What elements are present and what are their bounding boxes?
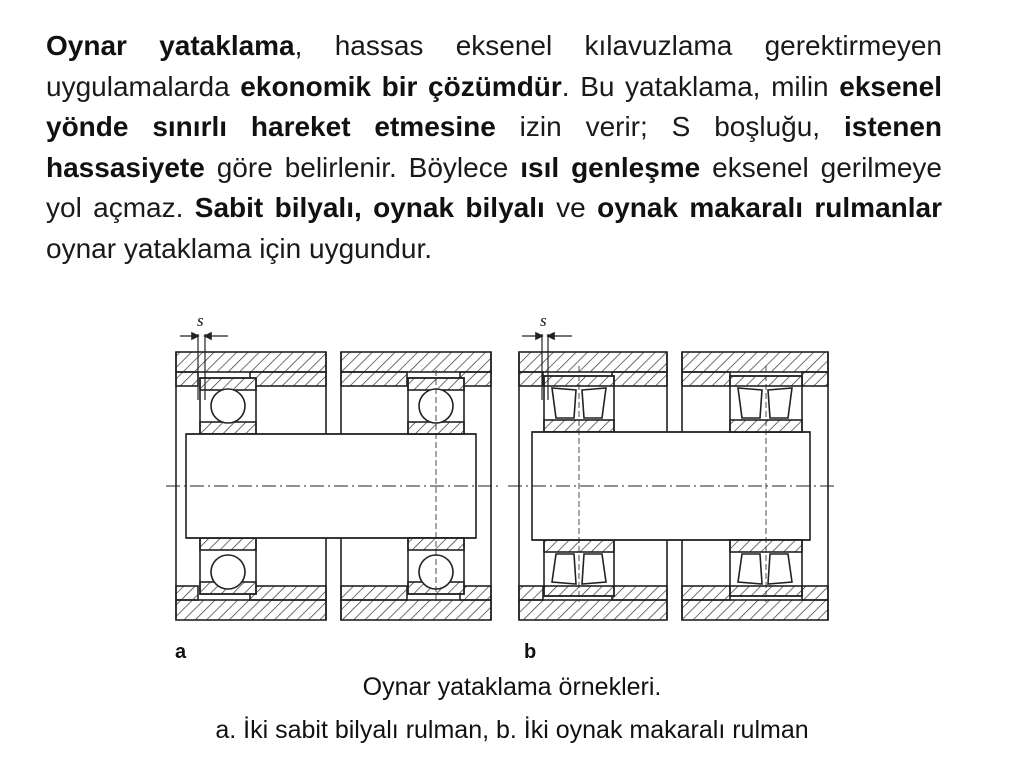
term-oynar-yataklama: Oynar yataklama — [46, 30, 295, 61]
panel-a-drawing — [176, 333, 491, 620]
caption-title: Oynar yataklama örnekleri. — [362, 673, 662, 701]
gap-label-b: s — [540, 311, 547, 330]
gap-label-a: s — [197, 311, 204, 330]
body-paragraph: Oynar yataklama, hassas eksenel kılavuzlama gerektirmeyen uygulamalarda ekonomik bir çözümdür. Bu yataklama, milin eksenel yönde sınırlı hareket etmesine izin verir; S boşluğu, istenen hassasiyete göre belirlenir. Böylece ısıl genleşme eksenel gerilmeye yol açmaz. Sabit bilyalı, oynak bilyalı ve oynak makaralı rulmanlar oynar yataklama için uygundur. — [46, 30, 942, 264]
caption-detail: a. İki sabit bilyalı rulman, b. İki oynak makaralı rulman — [215, 716, 809, 744]
bearing-drawing — [160, 306, 840, 666]
panel-b-label: b — [524, 641, 537, 663]
panel-b-drawing — [519, 333, 828, 620]
panel-a-label: a — [175, 641, 187, 663]
